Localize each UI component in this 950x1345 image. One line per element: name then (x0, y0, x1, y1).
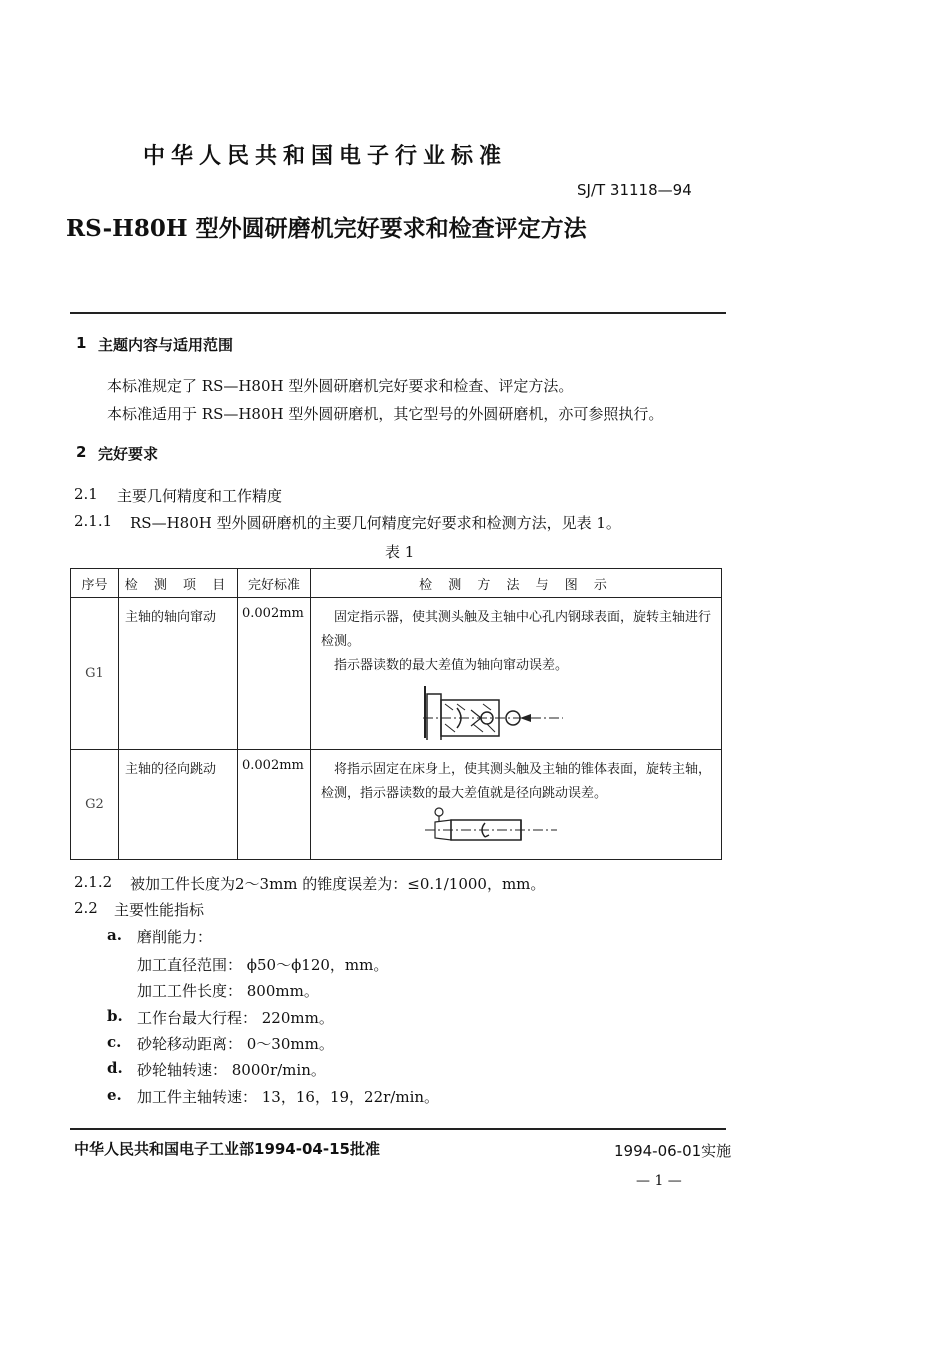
section-2-1-2-number: 2.1.2 (74, 873, 113, 891)
g1-spindle-axial-diagram (413, 680, 563, 740)
document-title: RS-H80H 型外圆研磨机完好要求和检查评定方法 (66, 215, 587, 242)
section-2-1-title: 主要几何精度和工作精度 (117, 487, 283, 505)
row-g2-method-text: 将指示固定在床身上，使其测头触及主轴的锥体表面，旋转主轴，检测，指示器读数的最大差值就是径向跳动误差。 (321, 762, 712, 801)
section-1-number: 1 (76, 334, 87, 352)
perf-item-label: c. (107, 1033, 122, 1051)
perf-item-text: 加工工件长度： 800mm。 (137, 982, 319, 1000)
table-row (71, 598, 722, 750)
row-g1-method-text-2: 指示器读数的最大差值为轴向窜动误差。 (334, 658, 569, 673)
footer-rule (70, 1128, 726, 1130)
col-header-standard: 完好标准 (238, 569, 311, 598)
table-caption: 表 1 (385, 543, 415, 561)
effective-date: 1994-06-01实施 (614, 1142, 732, 1160)
section-2-1-1-text: RS—H80H 型外圆研磨机的主要几何精度完好要求和检测方法，见表 1。 (130, 514, 621, 532)
section-2-number: 2 (76, 443, 87, 461)
section-2-2-title: 主要性能指标 (114, 901, 205, 919)
perf-item-text: 砂轮移动距离： 0～30mm。 (137, 1035, 334, 1053)
table-header-row (71, 569, 722, 598)
row-g1-method-text-1: 固定指示器，使其测头触及主轴中心孔内钢球表面，旋转主轴进行检测。 (321, 610, 712, 649)
col-header-method: 检 测 方 法 与 图 示 (311, 569, 722, 598)
header-org: 中华人民共和国电子行业标准 (143, 143, 508, 169)
row-g1-method (311, 598, 722, 750)
perf-item-text: 加工直径范围： ϕ50～ϕ120，mm。 (137, 956, 389, 974)
col-header-id: 序号 (71, 569, 119, 598)
perf-item-text: 磨削能力： (137, 928, 213, 946)
standard-number: SJ/T 31118—94 (577, 181, 692, 199)
perf-item-text: 工作台最大行程： 220mm。 (137, 1009, 334, 1027)
perf-item-label: e. (107, 1086, 122, 1104)
section-1-title: 主题内容与适用范围 (98, 336, 234, 354)
section-2-title: 完好要求 (98, 445, 159, 463)
row-g1-id: G1 (71, 598, 119, 750)
perf-item-text: 砂轮轴转速： 8000r/min。 (137, 1061, 326, 1079)
section-2-1-2-text: 被加工件长度为2～3mm 的锥度误差为：≤0.1/1000，mm。 (130, 875, 546, 893)
top-rule (70, 312, 726, 314)
g2-spindle-radial-diagram (421, 806, 571, 846)
section-2-2-number: 2.2 (74, 899, 98, 917)
approval-line: 中华人民共和国电子工业部1994-04-15批准 (74, 1140, 380, 1158)
row-g2-standard: 0.002mm (238, 750, 311, 860)
section-2-1-1-number: 2.1.1 (74, 512, 113, 530)
perf-item-label: b. (107, 1007, 123, 1025)
section-1-para-1: 本标准规定了 RS—H80H 型外圆研磨机完好要求和检查、评定方法。 (107, 377, 574, 395)
perf-item-label: a. (107, 926, 122, 944)
table-1 (70, 568, 722, 860)
row-g1-standard: 0.002mm (238, 598, 311, 750)
table-row (71, 750, 722, 860)
row-g2-id: G2 (71, 750, 119, 860)
row-g1-item: 主轴的轴向窜动 (119, 598, 238, 750)
col-header-item: 检 测 项 目 (119, 569, 238, 598)
page-number: — 1 — (636, 1173, 682, 1189)
perf-item-label: d. (107, 1059, 123, 1077)
row-g2-method (311, 750, 722, 860)
perf-item-text: 加工件主轴转速： 13，16，19，22r/min。 (137, 1088, 440, 1106)
section-1-para-2: 本标准适用于 RS—H80H 型外圆研磨机，其它型号的外圆研磨机，亦可参照执行。 (107, 405, 664, 423)
row-g2-item: 主轴的径向跳动 (119, 750, 238, 860)
section-2-1-number: 2.1 (74, 485, 98, 503)
